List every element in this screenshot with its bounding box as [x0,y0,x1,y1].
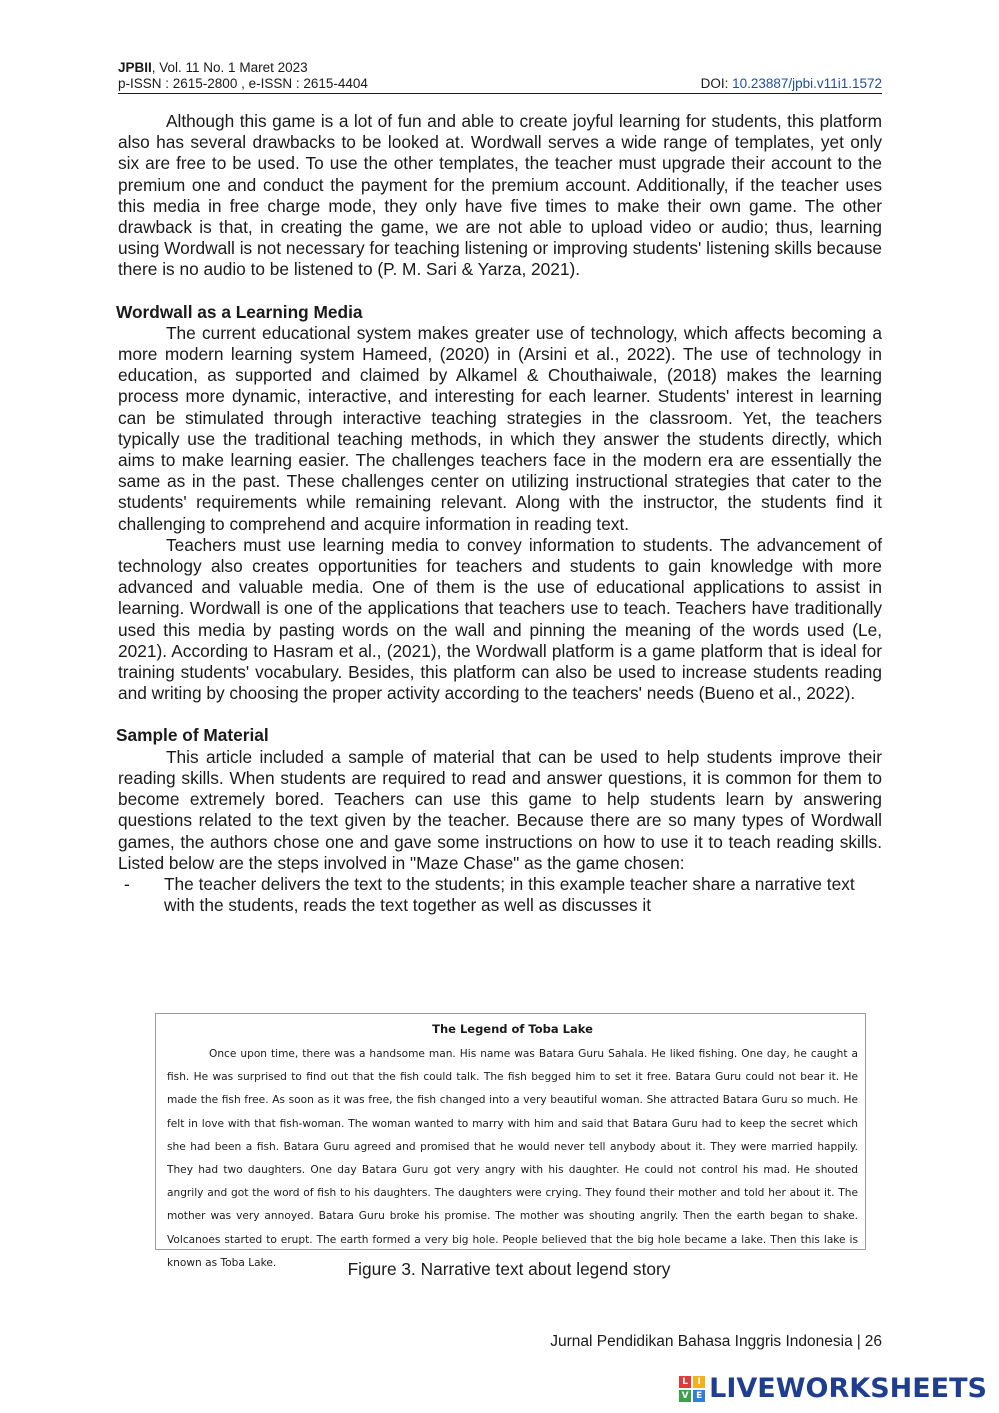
page-footer [550,1333,882,1351]
page-number: 26 [864,1333,882,1350]
section-heading-sample-material: Sample of Material [116,725,269,746]
doi-label: DOI: [700,76,733,91]
bullet-item [118,874,882,916]
paragraph-drawbacks: Although this game is a lot of fun and able to create joyful learning for students, this platform also has several drawbacks to be looked at. Wordwall serves a wide range of templates, yet only six are free to be used. To use the other templates, the teacher must upgrade their account to the premium one and conduct the payment for the premium account. Additionally, if the teacher uses this media in free charge mode, they only have five times to make their own game. The other drawback is that, in creating the game, we are not able to upload video or audio; thus, learning using Wordwall is not necessary for teaching listening or improving students' listening skills because there is no audio to be listened to (P. M. Sari & Yarza, 2021). [118,111,882,280]
paragraph-sample-material: This article included a sample of material that can be used to help students improve their reading skills. When students are required to read and answer questions, it is common for them to become extremely bored. Teachers can use this game to help students learn by answering questions related to the text given by the teacher. Because there are so many types of Wordwall games, the authors chose one and gave some instructions on how to use it to teach reading skills. Listed below are the steps involved in "Maze Chase" as the game chosen: [118,746,882,873]
bullet-dash: - [124,873,130,894]
spacer [118,704,882,725]
bullet-text: The teacher delivers the text to the students; in this example teacher share a narrative text with the students, reads the text together as well as discusses it [164,873,855,916]
paragraph-educational-system: The current educational system makes greater use of technology, which affects becoming a more modern learning system Hameed, (2020) in (Arsini et al., 2022). The use of technology in education, as supported and claimed by Alkamel & Chouthaiwale, (2018) makes the learning process more dynamic, interactive, and interesting for each learner. Students' interest in learning can be stimulated through interactive teaching strategies in the classroom. Yet, the teachers typically use the traditional teaching methods, in which they answer the students directly, which aims to make learning easier. The challenges teachers face in the modern era are essentially the same as in the past. These challenges center on utilizing instructional strategies that cater to the students' requirements while remaining relevant. Along with the instructor, the students find it challenging to comprehend and acquire information in reading text. [118,322,882,534]
journal-abbrev: JPBII [118,60,152,75]
doi-link[interactable]: 10.23887/jpbi.v11i1.1572 [732,76,882,91]
footer-journal-name: Jurnal Pendidikan Bahasa Inggris Indonesia [550,1333,853,1350]
figure-title: The Legend of Toba Lake [432,1022,593,1036]
logo-wordmark: LIVEWORKSHEETS [709,1373,987,1404]
journal-issue: , Vol. 11 No. 1 Maret 2023 [151,60,308,75]
logo-icon [679,1376,705,1402]
footer-separator: | [856,1333,861,1350]
section-heading-learning-media: Wordwall as a Learning Media [116,301,363,322]
issn-text: p-ISSN : 2615-2800 , e-ISSN : 2615-4404 [118,76,368,91]
header-journal-line [118,60,882,76]
doi-block [701,76,882,92]
liveworksheets-logo [679,1373,987,1404]
logo-tile-v: V [679,1390,691,1402]
logo-tile-l: L [679,1376,691,1388]
main-text [118,111,882,916]
logo-tile-e: E [693,1390,705,1402]
logo-tile-i: I [693,1376,705,1388]
paragraph-learning-media: Teachers must use learning media to convey information to students. The advancement of technology also creates opportunities for teachers and students to gain knowledge with more advanced and valuable media. One of them is the use of educational applications to assist in learning. Wordwall is one of the applications that teachers use to teach. Teachers have traditionally used this media by pasting words on the wall and pinning the meaning of the words used (Le, 2021). According to Hasram et al., (2021), the Wordwall platform is a game platform that is ideal for training students' vocabulary. Besides, this platform can also be used to increase students reading and writing by choosing the proper activity according to the teachers' needs (Bueno et al., 2022). [118,534,882,704]
figure-body-text: Once upon time, there was a handsome man. His name was Batara Guru Sahala. He liked fishing. One day, he caught a fish. He was surprised to find out that the fish could talk. The fish begged him to set it free. Batara Guru could not bear it. He made the fish free. As soon as it was free, the fish changed into a very beautiful woman. She attracted Batara Guru so much. He felt in love with that fish-woman. The woman wanted to marry with him and said that Batara Guru had to keep the secret which she had been a fish. Batara Guru agreed and promised that he would never tell anybody about it. They were married happily. They had two daughters. One day Batara Guru got very angry with his daughter. He could not control his mad. He shouted angrily and got the word of fish to his daughters. The daughters were crying. They found their mother and told her about it. The mother was very annoyed. Batara Guru broke his promise. The mother was shouting angrily. Then the earth began to shake. Volcanoes started to erupt. The earth formed a very big hole. People believed that the big hole became a lake. Then this lake is known as Toba Lake. [167,1048,858,1269]
figure-caption: Figure 3. Narrative text about legend story [347,1259,671,1279]
header-issn-line [118,76,882,94]
page-header [118,60,882,94]
spacer [118,281,882,302]
